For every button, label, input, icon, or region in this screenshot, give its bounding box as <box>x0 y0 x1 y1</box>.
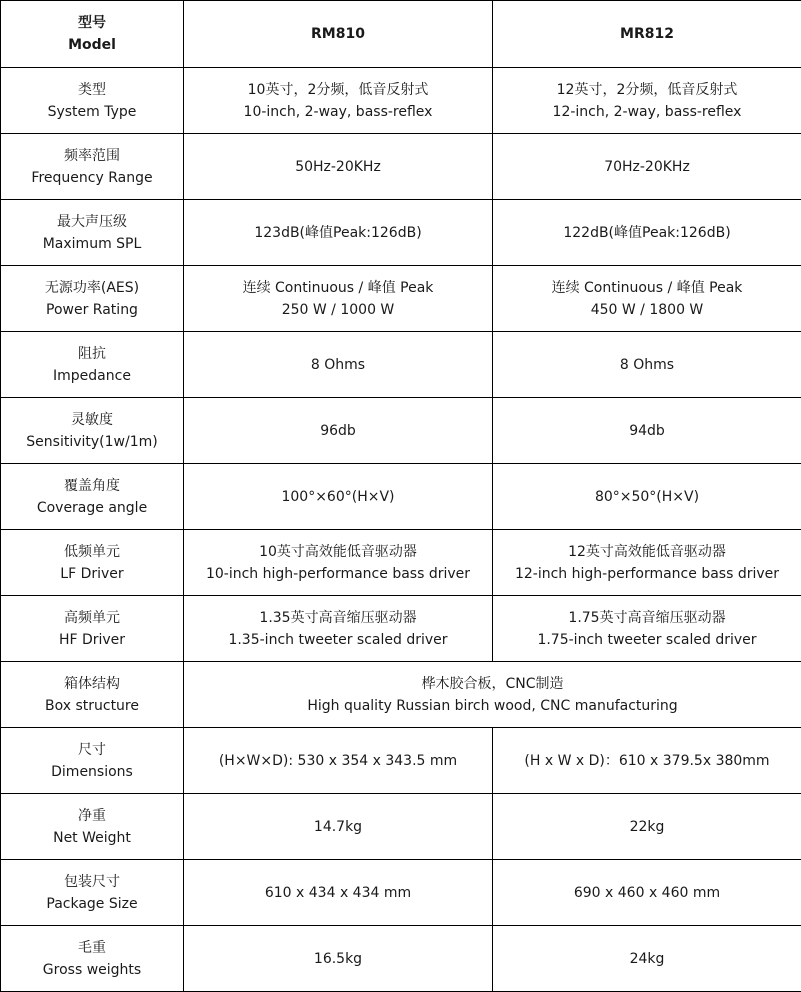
spec-row <box>1 68 801 134</box>
spec-row <box>1 398 801 464</box>
spec-label-zh: 灵敏度 <box>5 409 179 431</box>
spec-label-zh: 最大声压级 <box>5 211 179 233</box>
spec-label-en: LF Driver <box>5 563 179 585</box>
spec-value-rm810 <box>184 68 493 134</box>
spec-label-zh: 阻抗 <box>5 343 179 365</box>
spec-value-line: 14.7kg <box>188 816 488 838</box>
spec-row <box>1 464 801 530</box>
spec-value-line: 连续 Continuous / 峰值 Peak <box>188 277 488 299</box>
spec-value-line: 50Hz-20KHz <box>188 156 488 178</box>
spec-value-mr812 <box>493 530 801 596</box>
spec-value-line: 122dB(峰值Peak:126dB) <box>497 222 797 244</box>
spec-value-mr812 <box>493 332 801 398</box>
spec-value-line: 1.35英寸高音缩压驱动器 <box>188 607 488 629</box>
header-model-mr812: MR812 <box>493 1 801 68</box>
spec-value-line: 12-inch, 2-way, bass-reflex <box>497 101 797 123</box>
spec-value-rm810 <box>184 860 493 926</box>
spec-value-line: 12英寸高效能低音驱动器 <box>497 541 797 563</box>
spec-value-line: High quality Russian birch wood, CNC manufacturing <box>188 695 797 717</box>
spec-value-line: 100°×60°(H×V) <box>188 486 488 508</box>
spec-label-en: Frequency Range <box>5 167 179 189</box>
spec-label-en: Box structure <box>5 695 179 717</box>
spec-label-cell <box>1 266 184 332</box>
spec-value-line: 16.5kg <box>188 948 488 970</box>
spec-value-mr812 <box>493 200 801 266</box>
spec-row <box>1 530 801 596</box>
spec-row <box>1 596 801 662</box>
spec-value-rm810 <box>184 530 493 596</box>
header-model-rm810: RM810 <box>184 1 493 68</box>
spec-label-cell <box>1 332 184 398</box>
spec-value-merged <box>184 662 801 728</box>
spec-label-zh: 覆盖角度 <box>5 475 179 497</box>
spec-label-en: Maximum SPL <box>5 233 179 255</box>
spec-label-cell <box>1 530 184 596</box>
spec-label-en: Power Rating <box>5 299 179 321</box>
spec-row <box>1 266 801 332</box>
spec-label-cell <box>1 68 184 134</box>
spec-label-en: Dimensions <box>5 761 179 783</box>
spec-label-cell <box>1 926 184 992</box>
spec-row <box>1 728 801 794</box>
spec-label-zh: 类型 <box>5 79 179 101</box>
spec-value-rm810 <box>184 332 493 398</box>
spec-value-mr812 <box>493 68 801 134</box>
header-label-en: Model <box>5 34 179 56</box>
spec-value-line: 10-inch, 2-way, bass-reflex <box>188 101 488 123</box>
spec-value-line: 80°×50°(H×V) <box>497 486 797 508</box>
spec-label-zh: 频率范围 <box>5 145 179 167</box>
spec-label-zh: 净重 <box>5 805 179 827</box>
spec-label-en: Package Size <box>5 893 179 915</box>
spec-value-mr812 <box>493 464 801 530</box>
spec-value-line: 70Hz-20KHz <box>497 156 797 178</box>
spec-value-mr812 <box>493 398 801 464</box>
spec-value-rm810 <box>184 926 493 992</box>
spec-value-rm810 <box>184 200 493 266</box>
spec-label-en: Net Weight <box>5 827 179 849</box>
spec-value-line: 24kg <box>497 948 797 970</box>
spec-value-rm810 <box>184 266 493 332</box>
spec-value-line: 250 W / 1000 W <box>188 299 488 321</box>
spec-value-rm810 <box>184 398 493 464</box>
spec-value-line: 690 x 460 x 460 mm <box>497 882 797 904</box>
spec-value-line: 96db <box>188 420 488 442</box>
spec-value-mr812 <box>493 926 801 992</box>
spec-value-line: 1.75英寸高音缩压驱动器 <box>497 607 797 629</box>
spec-label-zh: 无源功率(AES) <box>5 277 179 299</box>
spec-value-line: (H x W x D)：610 x 379.5x 380mm <box>497 750 797 772</box>
spec-label-cell <box>1 398 184 464</box>
spec-row <box>1 794 801 860</box>
spec-value-line: 610 x 434 x 434 mm <box>188 882 488 904</box>
spec-value-line: 123dB(峰值Peak:126dB) <box>188 222 488 244</box>
spec-row <box>1 134 801 200</box>
spec-label-en: Sensitivity(1w/1m) <box>5 431 179 453</box>
spec-value-line: 10英寸，2分频，低音反射式 <box>188 79 488 101</box>
spec-label-zh: 毛重 <box>5 937 179 959</box>
spec-label-cell <box>1 134 184 200</box>
spec-value-line: 桦木胶合板，CNC制造 <box>188 673 797 695</box>
spec-value-rm810 <box>184 794 493 860</box>
spec-label-cell <box>1 596 184 662</box>
spec-label-en: Gross weights <box>5 959 179 981</box>
spec-value-line: (H×W×D): 530 x 354 x 343.5 mm <box>188 750 488 772</box>
spec-value-line: 12-inch high-performance bass driver <box>497 563 797 585</box>
spec-value-line: 10-inch high-performance bass driver <box>188 563 488 585</box>
spec-label-cell <box>1 200 184 266</box>
spec-label-cell <box>1 464 184 530</box>
spec-label-zh: 高频单元 <box>5 607 179 629</box>
spec-value-rm810 <box>184 728 493 794</box>
spec-value-line: 94db <box>497 420 797 442</box>
spec-row <box>1 926 801 992</box>
spec-value-line: 12英寸，2分频，低音反射式 <box>497 79 797 101</box>
spec-row <box>1 332 801 398</box>
spec-value-rm810 <box>184 596 493 662</box>
spec-label-cell <box>1 728 184 794</box>
spec-value-mr812 <box>493 860 801 926</box>
spec-value-mr812 <box>493 728 801 794</box>
spec-label-en: HF Driver <box>5 629 179 651</box>
header-row <box>1 1 801 68</box>
spec-label-en: Coverage angle <box>5 497 179 519</box>
spec-label-zh: 包装尺寸 <box>5 871 179 893</box>
spec-value-line: 1.75-inch tweeter scaled driver <box>497 629 797 651</box>
spec-label-cell <box>1 860 184 926</box>
spec-value-line: 450 W / 1800 W <box>497 299 797 321</box>
spec-value-mr812 <box>493 794 801 860</box>
spec-table-body <box>1 1 801 992</box>
header-label-cell <box>1 1 184 68</box>
spec-row <box>1 200 801 266</box>
spec-value-line: 8 Ohms <box>188 354 488 376</box>
spec-label-zh: 低频单元 <box>5 541 179 563</box>
spec-label-cell <box>1 794 184 860</box>
spec-label-cell <box>1 662 184 728</box>
spec-value-mr812 <box>493 134 801 200</box>
spec-value-line: 10英寸高效能低音驱动器 <box>188 541 488 563</box>
spec-value-rm810 <box>184 134 493 200</box>
spec-value-mr812 <box>493 266 801 332</box>
spec-value-line: 22kg <box>497 816 797 838</box>
spec-label-en: System Type <box>5 101 179 123</box>
spec-value-rm810 <box>184 464 493 530</box>
spec-value-line: 1.35-inch tweeter scaled driver <box>188 629 488 651</box>
spec-row <box>1 860 801 926</box>
spec-label-zh: 箱体结构 <box>5 673 179 695</box>
spec-value-mr812 <box>493 596 801 662</box>
spec-value-line: 连续 Continuous / 峰值 Peak <box>497 277 797 299</box>
spec-label-zh: 尺寸 <box>5 739 179 761</box>
spec-row <box>1 662 801 728</box>
header-label-zh: 型号 <box>5 12 179 34</box>
spec-value-line: 8 Ohms <box>497 354 797 376</box>
spec-label-en: Impedance <box>5 365 179 387</box>
